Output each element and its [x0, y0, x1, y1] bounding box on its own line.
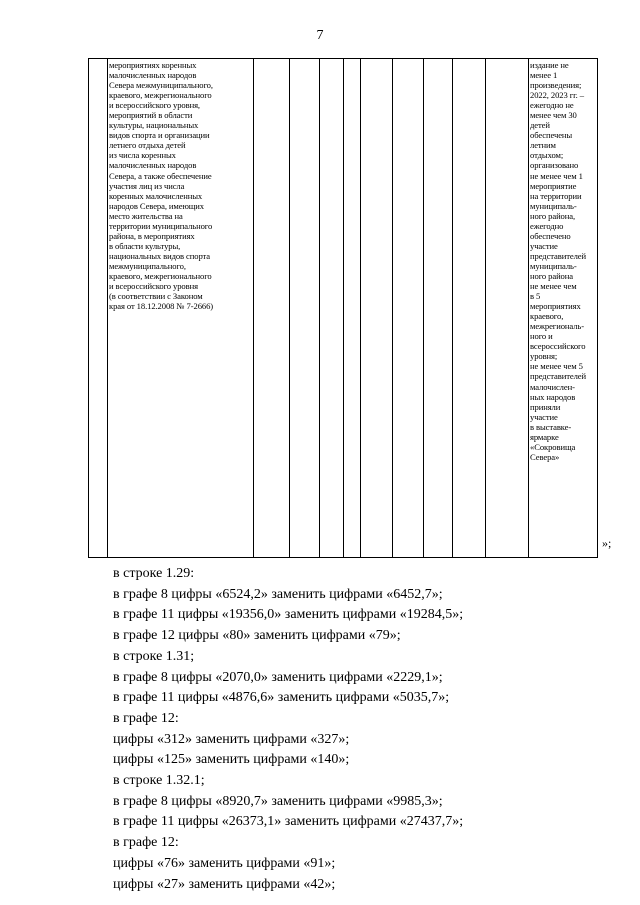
amendment-line: в графе 8 цифры «6524,2» заменить цифрами «6452,7»; — [113, 586, 443, 602]
right_cell-line: детей — [530, 120, 550, 131]
left_cell-line: малочисленных народов — [109, 70, 197, 81]
table-column-divider — [107, 58, 108, 558]
amendment-line: цифры «27» заменить цифрами «42»; — [113, 876, 336, 892]
right_cell-line: Севера» — [530, 451, 560, 462]
left_cell-line: территории муниципального — [109, 220, 213, 231]
right_cell-line: в 5 — [530, 291, 541, 302]
right_cell-line: представителей — [530, 371, 586, 382]
amendment-line: в графе 8 цифры «2070,0» заменить цифрами «2229,1»; — [113, 669, 443, 685]
left_cell-line: краевого, межрегионального — [109, 270, 212, 281]
page-number: 7 — [316, 28, 324, 43]
left_cell-line: и всероссийского уровня, — [109, 100, 200, 111]
closing-quote: »; — [602, 536, 612, 550]
left_cell-line: Севера, а также обеспечение — [109, 170, 212, 181]
left_cell-line: национальных видов спорта — [109, 250, 211, 261]
table-column-divider — [253, 58, 254, 558]
amendment-line: в графе 12: — [113, 710, 179, 726]
right_cell-line: организовано — [530, 160, 579, 171]
right_cell-line: ных народов — [530, 391, 576, 402]
event-description-cell — [109, 60, 251, 311]
left_cell-line: участия лиц из числа — [109, 180, 185, 191]
left_cell-line: видов спорта и организации — [109, 130, 210, 141]
right_cell-line: уровня; — [530, 351, 558, 362]
left_cell-line: района, в мероприятиях — [109, 230, 195, 241]
right_cell-line: менее 1 — [530, 70, 558, 81]
right_cell-line: ежегодно не — [530, 100, 574, 111]
result-indicator-cell — [530, 60, 594, 462]
left_cell-line: из числа коренных — [109, 150, 176, 161]
right_cell-line: произведения; — [530, 80, 582, 91]
right_cell-line: «Сокровища — [530, 441, 576, 452]
left_cell-line: края от 18.12.2008 № 7-2666) — [109, 301, 214, 312]
right_cell-line: ного и — [530, 331, 553, 342]
table-column-divider — [343, 58, 344, 558]
right_cell-line: мероприятие — [530, 180, 577, 191]
right_cell-line: менее чем 30 — [530, 110, 577, 121]
amendment-line: в графе 12 цифры «80» заменить цифрами «79»; — [113, 628, 401, 644]
right_cell-line: отдыхом; — [530, 150, 564, 161]
left_cell-line: Севера межмуниципального, — [109, 80, 213, 91]
right_cell-line: муниципаль- — [530, 260, 577, 271]
amendment-line: в строке 1.31; — [113, 648, 195, 664]
right_cell-line: краевого, — [530, 311, 564, 322]
amendment-line: цифры «76» заменить цифрами «91»; — [113, 855, 336, 871]
table-column-divider — [485, 58, 486, 558]
right_cell-line: муниципаль- — [530, 200, 577, 211]
right_cell-line: ежегодно — [530, 220, 564, 231]
amendment-line: в графе 11 цифры «26373,1» заменить цифрами «27437,7»; — [113, 814, 464, 830]
table-column-divider — [423, 58, 424, 558]
right_cell-line: ярмарке — [530, 431, 559, 442]
amendment-line: в графе 8 цифры «8920,7» заменить цифрами «9985,3»; — [113, 793, 443, 809]
amendment-line: в строке 1.29: — [113, 566, 195, 581]
amendment-line: цифры «312» заменить цифрами «327»; — [113, 731, 350, 747]
table-top-border — [88, 58, 598, 59]
table-column-divider — [289, 58, 290, 558]
amendment-line: в графе 12: — [113, 835, 179, 851]
right_cell-line: обеспечены — [530, 130, 573, 141]
right_cell-line: на территории — [530, 190, 582, 201]
left_cell-line: коренных малочисленных — [109, 190, 203, 201]
right_cell-line: не менее чем 5 — [530, 361, 583, 372]
right_cell-line: мероприятиях — [530, 301, 581, 312]
right_cell-line: не менее чем — [530, 281, 577, 292]
table-column-divider — [528, 58, 529, 558]
amendment-line: в строке 1.32.1; — [113, 773, 205, 789]
right_cell-line: ного района — [530, 270, 573, 281]
right_cell-line: участие — [530, 411, 558, 422]
left_cell-line: краевого, межрегионального — [109, 90, 212, 101]
right_cell-line: ного района, — [530, 210, 576, 221]
right_cell-line: обеспечено — [530, 230, 571, 241]
left_cell-line: межмуниципального, — [109, 260, 186, 271]
right_cell-line: не менее чем 1 — [530, 170, 583, 181]
right_cell-line: представителей — [530, 250, 586, 261]
table-column-divider — [360, 58, 361, 558]
right_cell-line: приняли — [530, 401, 561, 412]
left_cell-line: и всероссийского уровня — [109, 281, 198, 292]
amendment-list — [113, 564, 613, 895]
left_cell-line: малочисленных народов — [109, 160, 197, 171]
amendment-line: в графе 11 цифры «4876,6» заменить цифрами «5035,7»; — [113, 690, 450, 706]
amendment-table — [88, 58, 598, 558]
left_cell-line: (в соответствии с Законом — [109, 291, 203, 302]
table-column-divider — [392, 58, 393, 558]
left_cell-line: народов Севера, имеющих — [109, 200, 205, 211]
table-border-left — [88, 58, 89, 558]
amendment-line: в графе 11 цифры «19356,0» заменить цифрами «19284,5»; — [113, 607, 464, 623]
right_cell-line: участие — [530, 240, 558, 251]
right_cell-line: летним — [530, 140, 556, 151]
table-column-divider — [319, 58, 320, 558]
left_cell-line: место жительства на — [109, 210, 183, 221]
amendment-line: цифры «125» заменить цифрами «140»; — [113, 752, 350, 768]
right_cell-line: в выставке- — [530, 421, 572, 432]
right_cell-line: издание не — [530, 60, 569, 70]
right_cell-line: 2022, 2023 гг. – — [530, 90, 584, 101]
left_cell-line: культуры, национальных — [109, 120, 199, 131]
left_cell-line: мероприятий в области — [109, 110, 193, 121]
table-column-divider — [452, 58, 453, 558]
left_cell-line: летнего отдыха детей — [109, 140, 186, 151]
right_cell-line: малочислен- — [530, 381, 575, 392]
right_cell-line: межрегиональ- — [530, 321, 584, 332]
left_cell-line: мероприятиях коренных — [109, 60, 197, 70]
right_cell-line: всероссийского — [530, 341, 586, 352]
left_cell-line: в области культуры, — [109, 240, 181, 251]
table-bottom-border — [88, 557, 598, 558]
table-border-right — [597, 58, 598, 558]
